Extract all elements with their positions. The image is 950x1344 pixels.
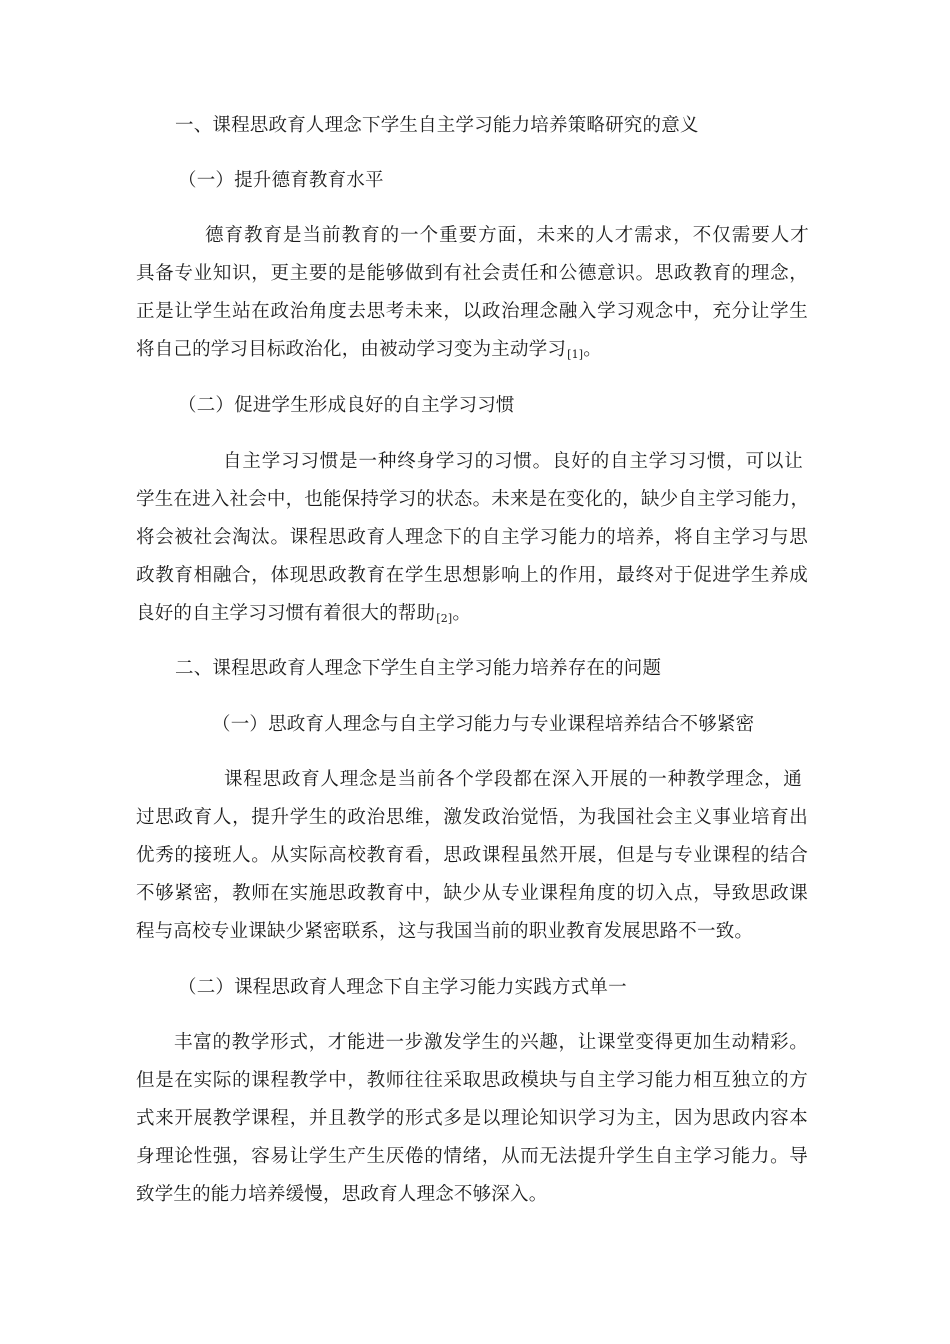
paragraph-2-line-4: 政教育相融合，体现思政教育在学生思想影响上的作用，最终对于促进学生养成 bbox=[136, 565, 808, 586]
paragraph-4-line-3: 式来开展教学课程，并且教学的形式多是以理论知识学习为主，因为思政内容本 bbox=[136, 1108, 808, 1129]
citation-2: [2] bbox=[436, 612, 453, 625]
subheading-2-2: （二）课程思政育人理念下自主学习能力实践方式单一 bbox=[178, 977, 627, 998]
paragraph-3-line-3: 优秀的接班人。从实际高校教育看，思政课程虽然开展，但是与专业课程的结合 bbox=[136, 845, 808, 866]
paragraph-1-line-2: 具备专业知识，更主要的是能够做到有社会责任和公德意识。思政教育的理念， bbox=[136, 263, 808, 284]
paragraph-1-end: 。 bbox=[583, 339, 602, 360]
paragraph-4-line-1: 丰富的教学形式，才能进一步激发学生的兴趣，让课堂变得更加生动精彩。 bbox=[174, 1032, 808, 1053]
paragraph-1-line-4-text: 将自己的学习目标政治化，由被动学习变为主动学习 bbox=[136, 339, 567, 360]
paragraph-1-line-3: 正是让学生站在政治角度去思考未来，以政治理念融入学习观念中，充分让学生 bbox=[136, 301, 808, 322]
paragraph-4-line-5: 致学生的能力培养缓慢，思政育人理念不够深入。 bbox=[136, 1184, 548, 1205]
subheading-1-2: （二）促进学生形成良好的自主学习习惯 bbox=[178, 395, 515, 416]
paragraph-3-line-4: 不够紧密，教师在实施思政教育中，缺少从专业课程角度的切入点，导致思政课 bbox=[136, 883, 808, 904]
paragraph-1-line-1: 德育教育是当前教育的一个重要方面，未来的人才需求，不仅需要人才 bbox=[205, 225, 809, 246]
paragraph-3-line-1: 课程思政育人理念是当前各个学段都在深入开展的一种教学理念，通 bbox=[224, 769, 802, 790]
paragraph-4-line-4: 身理论性强，容易让学生产生厌倦的情绪，从而无法提升学生自主学习能力。导 bbox=[136, 1146, 808, 1167]
paragraph-2-line-5 bbox=[136, 605, 471, 624]
paragraph-2-end: 。 bbox=[452, 603, 472, 624]
paragraph-4-line-2: 但是在实际的课程教学中，教师往往采取思政模块与自主学习能力相互独立的方 bbox=[136, 1070, 808, 1091]
paragraph-2-line-5-text: 良好的自主学习习惯有着很大的帮助 bbox=[136, 603, 436, 624]
paragraph-2-line-3: 将会被社会淘汰。课程思政育人理念下的自主学习能力的培养，将自主学习与思 bbox=[136, 527, 808, 548]
section-heading-2: 二、课程思政育人理念下学生自主学习能力培养存在的问题 bbox=[175, 658, 662, 679]
subheading-1-1: （一）提升德育教育水平 bbox=[178, 170, 384, 191]
paragraph-1-line-4 bbox=[136, 341, 602, 360]
section-heading-1: 一、课程思政育人理念下学生自主学习能力培养策略研究的意义 bbox=[175, 115, 699, 136]
citation-1: [1] bbox=[567, 348, 584, 361]
subheading-2-1: （一）思政育人理念与自主学习能力与专业课程培养结合不够紧密 bbox=[212, 714, 755, 735]
paragraph-2-line-1: 自主学习习惯是一种终身学习的习惯。良好的自主学习习惯，可以让 bbox=[223, 451, 803, 472]
paragraph-3-line-2: 过思政育人，提升学生的政治思维，激发政治觉悟，为我国社会主义事业培育出 bbox=[136, 807, 808, 828]
paragraph-3-line-5: 程与高校专业课缺少紧密联系，这与我国当前的职业教育发展思路不一致。 bbox=[136, 921, 754, 942]
paragraph-2-line-2: 学生在进入社会中，也能保持学习的状态。未来是在变化的，缺少自主学习能力， bbox=[136, 489, 810, 510]
